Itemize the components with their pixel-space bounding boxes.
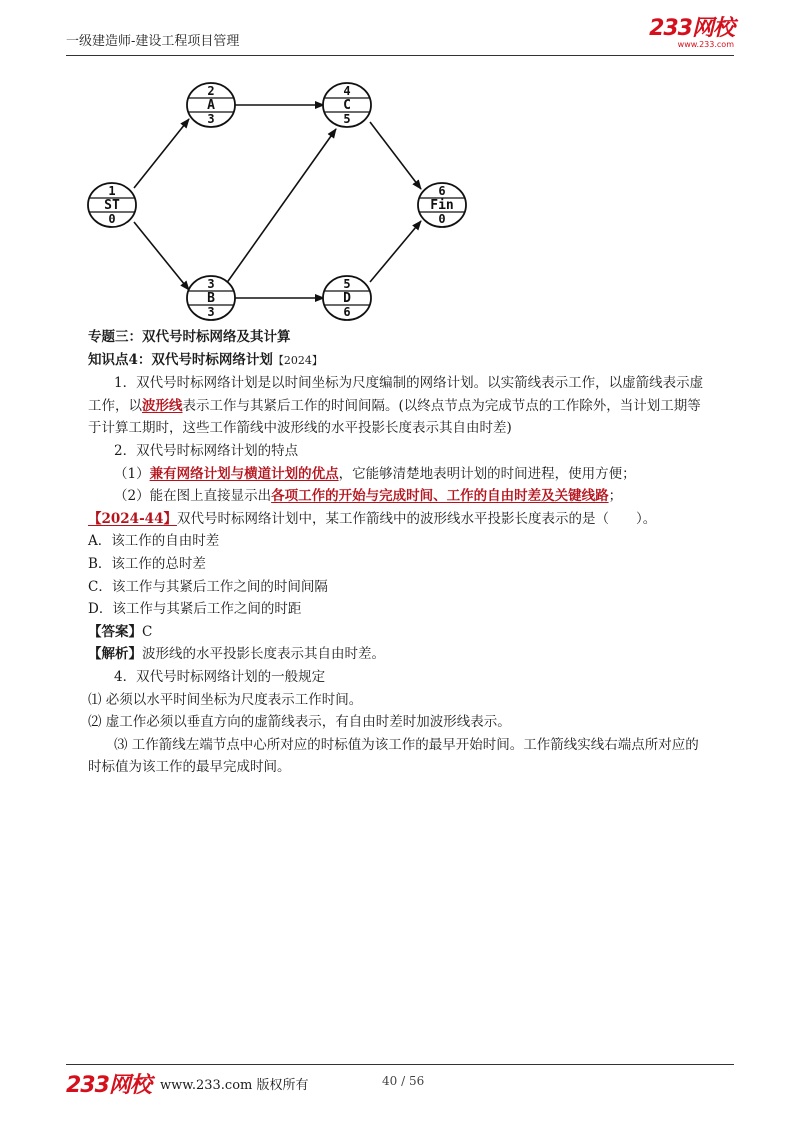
node-label: Fin — [430, 198, 454, 213]
node-duration: 3 — [207, 305, 215, 319]
topic-heading: 专题三：双代号时标网络及其计算 — [88, 329, 291, 345]
option-c: C．该工作与其紧后工作之间的时间间隔 — [88, 578, 328, 595]
node-label: A — [207, 98, 215, 113]
node-label: D — [343, 291, 351, 306]
header-divider — [66, 55, 734, 56]
text-run: （1） — [114, 465, 150, 482]
network-diagram — [66, 62, 486, 324]
question — [88, 508, 708, 531]
answer-value: C — [142, 623, 153, 640]
logo-text: 233网校 — [649, 16, 734, 41]
kp-title: 知识点4：双代号时标网络计划 — [88, 351, 273, 368]
paragraph-definition — [88, 372, 708, 440]
text-run: 1．双代号时标网络计划是以时间坐标为尺度编制的网络计划。以实箭线表示工作，以虚箭线表示虚工作，以 — [88, 375, 704, 414]
node-id: 5 — [343, 277, 351, 291]
text-run: ，它能够清楚地表明计划的时间进程，使用方便； — [338, 465, 636, 482]
node-id: 2 — [207, 84, 215, 98]
question-text: 双代号时标网络计划中，某工作箭线中的波形线水平投影长度表示的是（ ）。 — [176, 510, 657, 527]
footer-divider — [66, 1064, 734, 1065]
paragraph-features-heading: 2．双代号时标网络计划的特点 — [114, 442, 299, 459]
edge-d-fin — [370, 221, 421, 282]
paragraph-feature-2 — [88, 485, 708, 508]
node-label: C — [343, 98, 351, 113]
node-duration: 3 — [207, 112, 215, 126]
node-duration: 0 — [108, 212, 116, 226]
analysis — [88, 643, 708, 666]
text-run: ； — [608, 488, 623, 505]
kp-year-tag: 【2024】 — [272, 353, 323, 367]
rule-3: ⑶ 工作箭线左端节点中心所对应的时标值为该工作的最早开始时间。工作箭线实线右端点所对应的时标值为该工作的最早完成时间。 — [88, 736, 699, 776]
document-title: 一级建造师-建设工程项目管理 — [66, 34, 240, 49]
answer-label: 【答案】 — [88, 623, 142, 640]
logo-url: www.233.com — [677, 40, 734, 49]
option-b: B．该工作的总时差 — [88, 555, 206, 572]
option-a: A．该工作的自由时差 — [88, 533, 220, 550]
edge-b-c — [226, 129, 336, 284]
node-id: 1 — [108, 184, 116, 198]
edge-st-b — [134, 222, 189, 290]
node-duration: 5 — [343, 112, 351, 126]
analysis-text: 波形线的水平投影长度表示其自由时差。 — [142, 646, 385, 663]
footer-logo[interactable]: 233网校 — [66, 1073, 151, 1098]
question-tag: 【2024-44】 — [88, 510, 177, 527]
node-label: ST — [104, 198, 120, 213]
edge-c-fin — [370, 122, 421, 189]
text-run: 表示工作与其紧后工作的时间间隔。(以终点节点为完成节点的工作除外，当计划工期等于计算工期时，这些工作箭线中波形线的水平投影长度表示其自由时差) — [88, 397, 701, 437]
network-node-6 — [418, 183, 466, 227]
node-id: 3 — [207, 277, 215, 291]
text-run: （2）能在图上直接显示出 — [114, 488, 272, 505]
option-d: D．该工作与其紧后工作之间的时距 — [88, 601, 302, 618]
network-node-2 — [187, 83, 235, 127]
diagram-edges — [134, 105, 421, 298]
highlight-wavy-line: 波形线 — [142, 397, 183, 414]
node-id: 6 — [438, 184, 446, 198]
network-node-4 — [323, 83, 371, 127]
node-id: 4 — [343, 84, 351, 98]
brand-logo[interactable] — [649, 18, 734, 49]
main-content — [88, 326, 708, 779]
highlight-display: 各项工作的开始与完成时间、工作的自由时差及关键线路 — [271, 488, 609, 505]
network-node-5 — [323, 276, 371, 320]
edge-st-a — [134, 119, 189, 188]
network-node-3 — [187, 276, 235, 320]
analysis-label: 【解析】 — [88, 646, 142, 663]
answer — [88, 621, 708, 644]
network-node-1 — [88, 183, 136, 227]
node-label: B — [207, 291, 215, 306]
footer-copyright: www.233.com 版权所有 — [160, 1078, 309, 1093]
highlight-advantage: 兼有网络计划与横道计划的优点 — [149, 465, 339, 482]
paragraph-feature-1 — [88, 463, 708, 486]
rule-2: ⑵ 虚工作必须以垂直方向的虚箭线表示，有自由时差时加波形线表示。 — [88, 714, 511, 731]
rule-1: ⑴ 必须以水平时间坐标为尺度表示工作时间。 — [88, 691, 363, 708]
knowledge-point-heading — [88, 349, 708, 373]
paragraph-rules-heading: 4．双代号时标网络计划的一般规定 — [114, 668, 326, 685]
node-duration: 0 — [438, 212, 446, 226]
node-duration: 6 — [343, 305, 351, 319]
page-number: 40 / 56 — [382, 1074, 425, 1088]
